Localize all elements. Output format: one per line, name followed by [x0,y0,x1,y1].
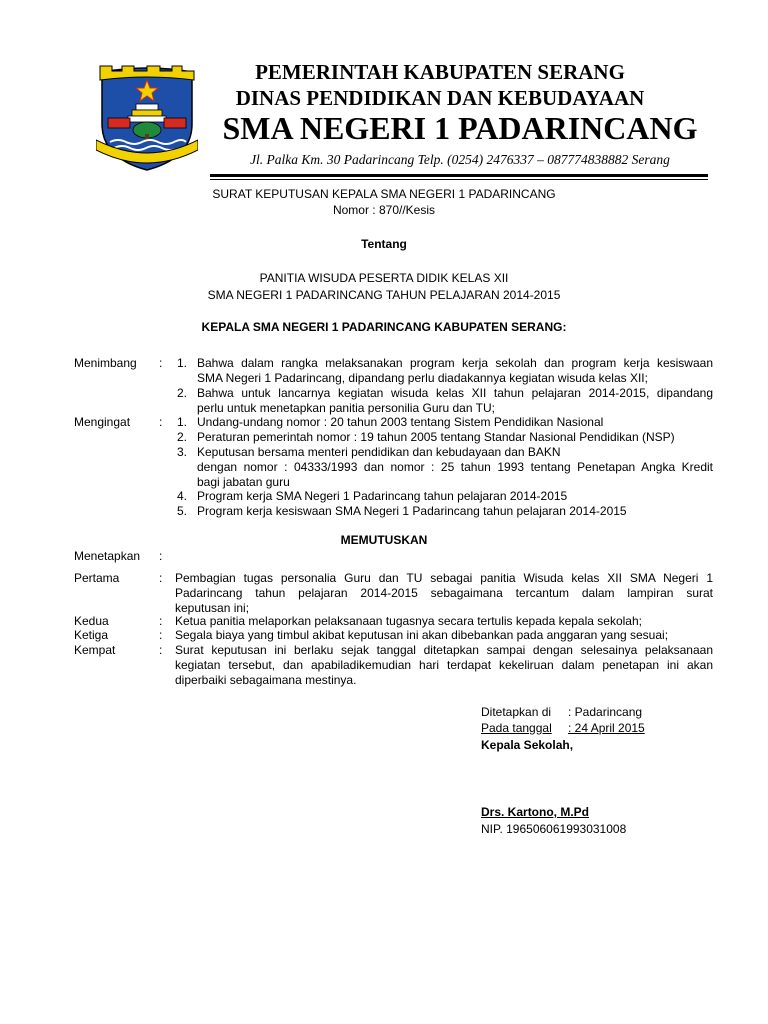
line: Pembagian tugas personalia Guru dan TU sebagai panitia Wisuda kelas XII SMA Negeri 1 [175,571,713,585]
date-value: : 24 April 2015 [568,721,645,735]
colon: : [159,571,163,585]
line: bagi jabatan guru [197,475,290,489]
mengingat-label: Mengingat [74,415,131,429]
letterhead-address: Jl. Palka Km. 30 Padarincang Telp. (0254) 2476337 – 087774838882 Serang [250,152,670,167]
line: perlu untuk menetapkan panitia personilia Guru dan TU; [197,401,495,415]
menetapkan-label: Menetapkan [74,549,141,563]
line: Ketua panitia melaporkan pelaksanaan tugasnya secara tertulis kepada kepala sekolah; [175,614,642,628]
colon: : [159,415,163,429]
decree-number: Nomor : 870//Kesis [332,203,436,217]
colon: : [159,549,163,563]
item-number: 3. [177,445,188,459]
pertama-label: Pertama [74,571,120,585]
item-number: 5. [177,504,188,518]
line: diperbaiki sebagaimana mestinya. [175,673,357,687]
item-number: 2. [177,430,188,444]
signer-nip: NIP. 196506061993031008 [481,822,627,836]
mengingat-item-1 [197,415,713,430]
colon: : [159,628,163,642]
kempat-label: Kempat [74,643,116,657]
school-emblem-icon [96,62,198,174]
memutuskan-heading: MEMUTUSKAN [340,533,428,547]
decision-kedua [175,614,713,629]
decree-about: Tentang [361,237,407,251]
decree-issuer: KEPALA SMA NEGERI 1 PADARINCANG KABUPATEN SERANG: [201,320,567,334]
colon: : [159,643,163,657]
letterhead [0,0,768,180]
decision-kempat [175,643,713,688]
date-label: Pada tanggal [481,721,552,735]
line: SMA Negeri 1 Padarincang, dipandang perlu diadakannya kegiatan wisuda kelas XII; [197,371,648,385]
line: Peraturan pemerintah nomor : 19 tahun 2005 tentang Standar Nasional Pendidikan (NSP) [197,430,675,444]
signer-name: Drs. Kartono, M.Pd [481,805,590,819]
item-number: 1. [177,415,188,429]
mengingat-item-4 [197,489,713,504]
decision-ketiga [175,628,713,643]
line: Bahwa untuk lancarnya kegiatan wisuda kelas XII tahun pelajaran 2014-2015, dipandang [197,386,713,400]
line: Bahwa dalam rangka melaksanakan program kerja sekolah dan program kerja kesiswaan [197,356,713,370]
letterhead-school-name: SMA NEGERI 1 PADARINCANG [222,110,698,146]
line: kegiatan tersebut, dan apabiladikemudian hari terdapat kekeliruan dalam penetapan ini akan [175,658,713,672]
line: Surat keputusan ini berlaku sejak tanggal ditetapkan sampai dengan selesainya pelaksanaan [175,643,713,657]
ketiga-label: Ketiga [74,628,109,642]
decision-pertama [175,571,713,616]
menimbang-label: Menimbang [74,356,137,370]
line: Padarincang tahun pelajaran 2014-2015 sebagaimana tercantum dalam lampiran surat [175,586,713,600]
decree-subject-1: PANITIA WISUDA PESERTA DIDIK KELAS XII [259,271,509,285]
item-number: 4. [177,489,188,503]
letterhead-thin-rule [210,179,708,180]
line: Segala biaya yang timbul akibat keputusan ini akan dibebankan pada anggaran yang sesuai; [175,628,669,642]
place-label: Ditetapkan di [481,705,552,719]
colon: : [159,614,163,628]
letterhead-government: PEMERINTAH KABUPATEN SERANG [255,60,625,84]
line: Keputusan bersama menteri pendidikan dan kebudayaan dan BAKN [197,445,561,459]
letterhead-department: DINAS PENDIDIKAN DAN KEBUDAYAAN [235,86,645,110]
colon: : [159,356,163,370]
menimbang-item-2 [197,386,713,416]
line: dengan nomor : 04333/1993 dan nomor : 25 tahun 1993 tentang Penetapan Angka Kredit [197,460,713,474]
place-value: : Padarincang [568,705,643,719]
letterhead-thick-rule [210,174,708,177]
signer-position: Kepala Sekolah, [481,738,574,752]
line: Program kerja kesiswaan SMA Negeri 1 Padarincang tahun pelajaran 2014-2015 [197,504,627,518]
line: Program kerja SMA Negeri 1 Padarincang tahun pelajaran 2014-2015 [197,489,568,503]
decree-subject-2: SMA NEGERI 1 PADARINCANG TAHUN PELAJARAN 2014-2015 [207,288,561,302]
item-number: 2. [177,386,188,400]
mengingat-item-2 [197,430,713,445]
kedua-label: Kedua [74,614,109,628]
line: keputusan ini; [175,601,250,615]
mengingat-item-5 [197,504,713,519]
menimbang-item-1 [197,356,713,386]
line: Undang-undang nomor : 20 tahun 2003 tentang Sistem Pendidikan Nasional [197,415,604,429]
decree-title: SURAT KEPUTUSAN KEPALA SMA NEGERI 1 PADARINCANG [212,187,556,201]
mengingat-item-3 [197,445,713,490]
item-number: 1. [177,356,188,370]
